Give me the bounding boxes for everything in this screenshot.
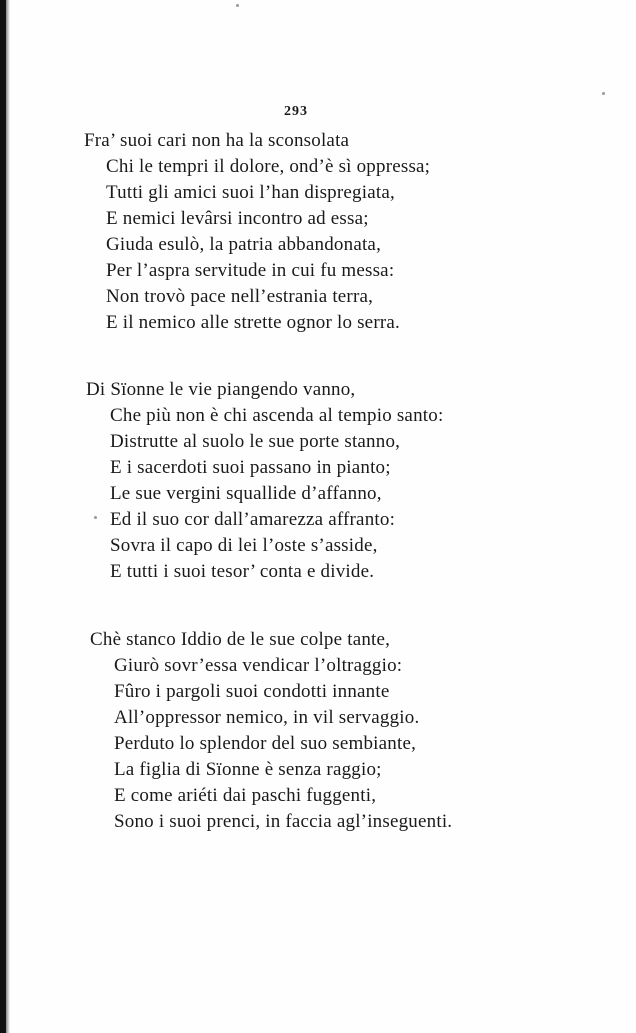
print-speck (602, 92, 605, 95)
print-speck (236, 4, 239, 7)
verse-line: E come ariéti dai paschi fuggenti, (114, 785, 377, 806)
verse-line: E i sacerdoti suoi passano in pianto; (110, 457, 391, 478)
verse-line: Ed il suo cor dall’amarezza affranto: (110, 509, 396, 530)
verse-line: Perduto lo splendor del suo sembiante, (114, 733, 417, 754)
verse-line: Fra’ suoi cari non ha la sconsolata (84, 130, 350, 151)
verse-line: E tutti i suoi tesor’ conta e divide. (110, 561, 375, 582)
page-number: 293 (284, 104, 308, 119)
print-speck (94, 516, 97, 519)
verse-line: Distrutte al suolo le sue porte stanno, (110, 431, 401, 452)
verse-line: E nemici levârsi incontro ad essa; (106, 208, 369, 229)
verse-line: Di Sïonne le vie piangendo vanno, (86, 379, 356, 400)
verse-line: Sono i suoi prenci, in faccia agl’inseguenti. (114, 811, 453, 832)
verse-line: Le sue vergini squallide d’affanno, (110, 483, 382, 504)
binding-shadow (6, 0, 10, 1033)
verse-line: Chi le tempri il dolore, ond’è sì oppressa; (106, 156, 431, 177)
verse-line: Sovra il capo di lei l’oste s’asside, (110, 535, 378, 556)
verse-line: Giuda esulò, la patria abbandonata, (106, 234, 382, 255)
verse-line: All’oppressor nemico, in vil servaggio. (114, 707, 420, 728)
verse-line: Giurò sovr’essa vendicar l’oltraggio: (114, 655, 403, 676)
verse-line: Tutti gli amici suoi l’han dispregiata, (106, 182, 395, 203)
verse-line: Chè stanco Iddio de le sue colpe tante, (90, 629, 391, 650)
verse-line: Non trovò pace nell’estrania terra, (106, 286, 374, 307)
verse-line: Fûro i pargoli suoi condotti innante (114, 681, 390, 702)
verse-line: Per l’aspra servitude in cui fu messa: (106, 260, 395, 281)
verse-line: La figlia di Sïonne è senza raggio; (114, 759, 382, 780)
verse-line: Che più non è chi ascenda al tempio santo: (110, 405, 444, 426)
verse-line: E il nemico alle strette ognor lo serra. (106, 312, 400, 333)
